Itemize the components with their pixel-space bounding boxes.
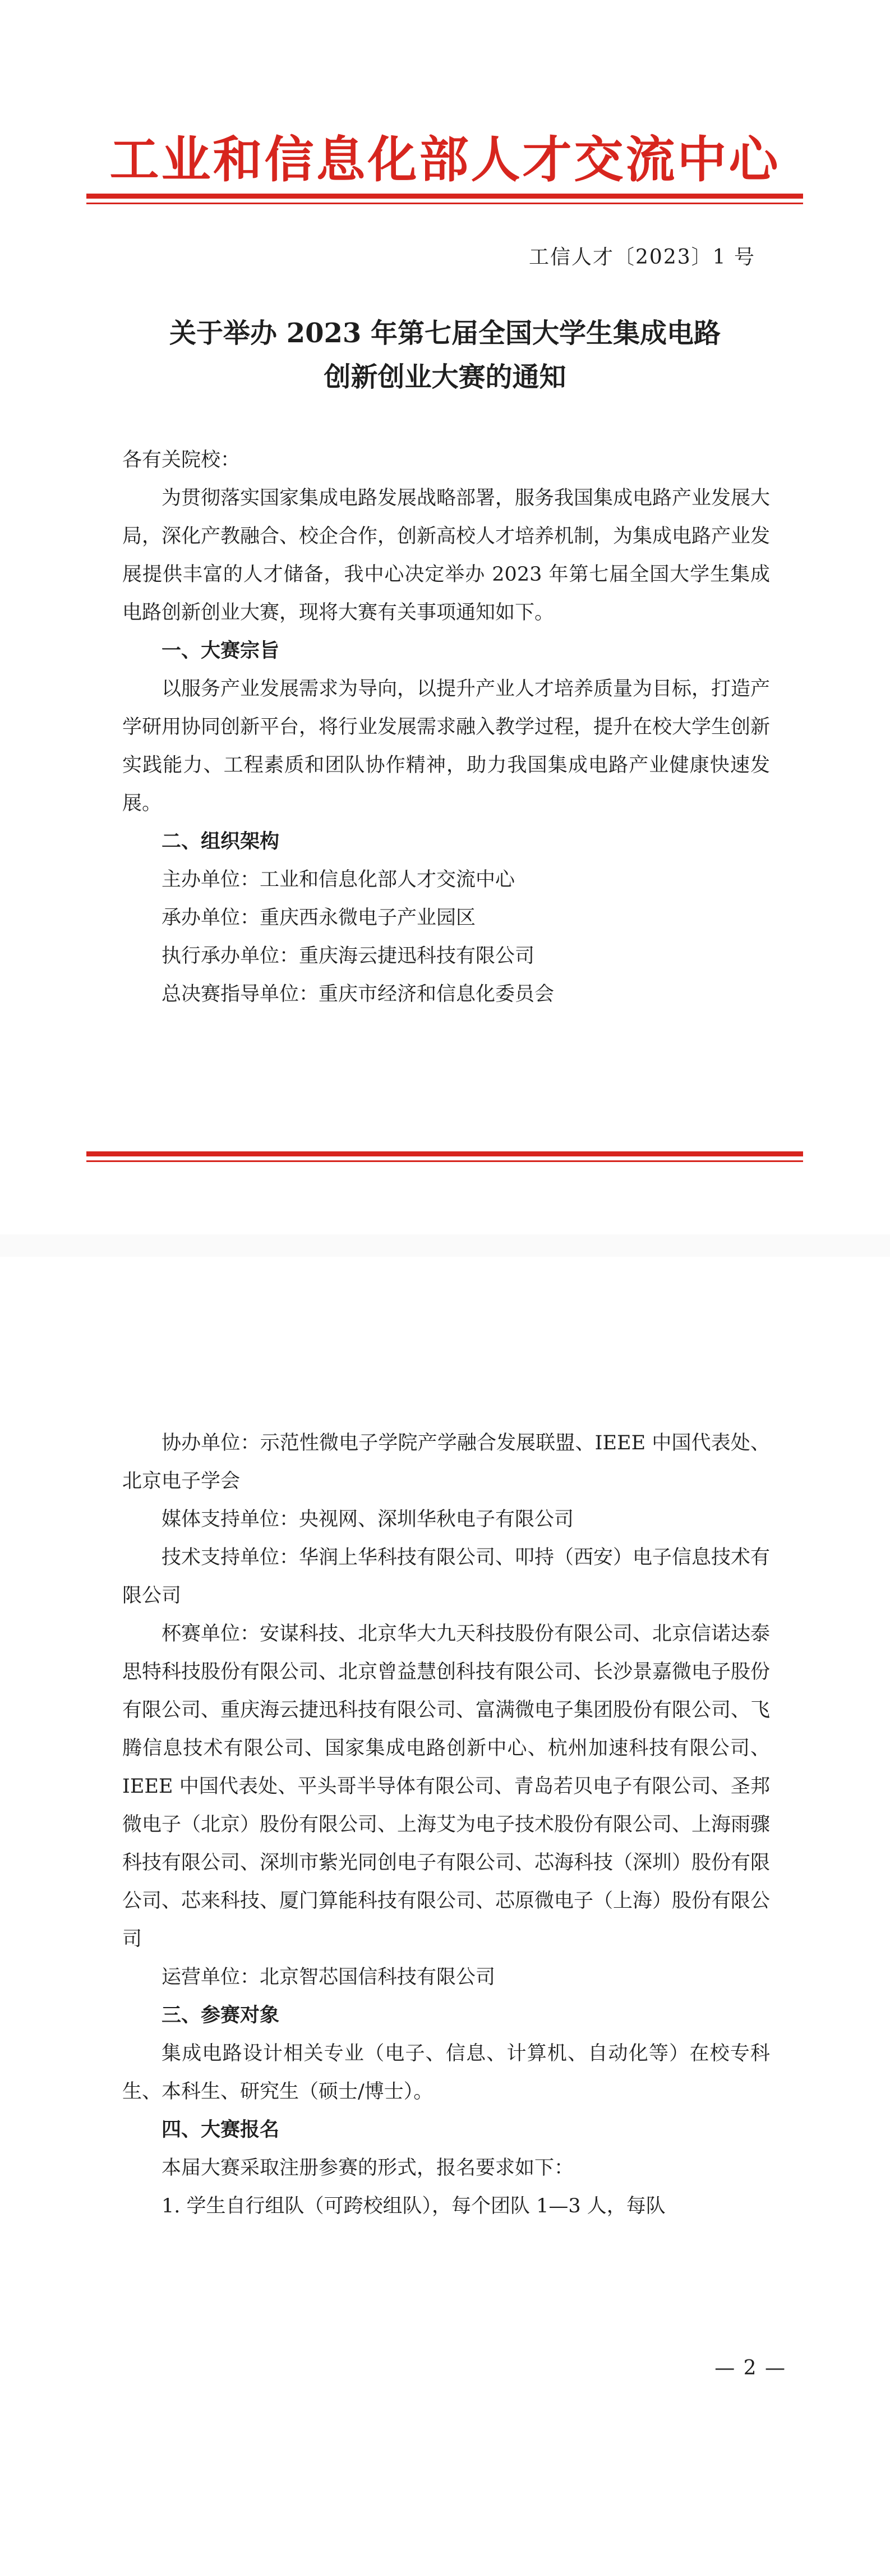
- document-page-1: [0, 0, 890, 1234]
- letterhead-rule-thick: [86, 194, 803, 199]
- section-1-text: 以服务产业发展需求为导向，以提升产业人才培养质量为目标，打造产学研用协同创新平台，将行业发展需求融入教学过程，提升在校大学生创新实践能力、工程素质和团队协作精神，助力我国集成电路产业健康快速发展。: [122, 678, 771, 815]
- media-support: 媒体支持单位：央视网、深圳华秋电子有限公司: [162, 1508, 574, 1531]
- tech-support: 技术支持单位：华润上华科技有限公司、叩持（西安）电子信息技术有限公司: [122, 1546, 771, 1607]
- document-number: 工信人才〔2023〕1 号: [529, 246, 755, 269]
- section-2-heading: 二、组织架构: [162, 830, 280, 853]
- page2-body: [122, 1424, 770, 2225]
- intro-paragraph: 为贯彻落实国家集成电路发展战略部署，服务我国集成电路产业发展大局，深化产教融合、校企合作，创新高校人才培养机制，为集成电路产业发展提供丰富的人才储备，我中心决定举办 2023 年第七届全国大学生集成电路创新创业大赛，现将大赛有关事项通知如下。: [122, 487, 771, 624]
- co-organizers: 协办单位：示范性微电子学院产学融合发展联盟、IEEE 中国代表处、北京电子学会: [122, 1432, 770, 1493]
- letterhead-rule-thin: [86, 203, 803, 204]
- document-page-2: [0, 1257, 890, 2576]
- operator-unit: 运营单位：北京智芯国信科技有限公司: [162, 1966, 496, 1989]
- executive-organizer-unit: 执行承办单位：重庆海云捷迅科技有限公司: [162, 945, 535, 967]
- section-4-intro: 本届大赛采取注册参赛的形式，报名要求如下：: [162, 2157, 574, 2179]
- page1-body: [122, 441, 770, 1013]
- salutation: 各有关院校：: [122, 449, 241, 471]
- section-3-text: 集成电路设计相关专业（电子、信息、计算机、自动化等）在校专科生、本科生、研究生（硕士/博士）。: [122, 2042, 770, 2103]
- cup-sponsors: 杯赛单位：安谋科技、北京华大九天科技股份有限公司、北京信诺达泰思特科技股份有限公司、北京曾益慧创科技有限公司、长沙景嘉微电子股份有限公司、重庆海云捷迅科技有限公司、富满微电子集团股份有限公司、飞腾信息技术有限公司、国家集成电路创新中心、杭州加速科技有限公司、IEEE 中国代表处、平头哥半导体有限公司、青岛若贝电子有限公司、圣邦微电子（北京）股份有限公司、上海艾为电子技术股份有限公司、上海雨骤科技有限公司、深圳市紫光同创电子有限公司、芯海科技（深圳）股份有限公司、芯来科技、厦门算能科技有限公司、芯原微电子（上海）股份有限公司: [122, 1623, 771, 1950]
- footer-rule-thick: [86, 1151, 803, 1156]
- host-unit: 主办单位：工业和信息化部人才交流中心: [162, 869, 515, 891]
- notice-title-line-2: 创新创业大赛的通知: [324, 361, 566, 393]
- organizer-unit: 承办单位：重庆西永微电子产业园区: [162, 907, 476, 929]
- page-number: — 2 —: [714, 2357, 786, 2380]
- section-4-item-1: 1. 学生自行组队（可跨校组队），每个团队 1—3 人，每队: [162, 2195, 666, 2217]
- section-3-heading: 三、参赛对象: [162, 2004, 280, 2027]
- notice-title-line-1: 关于举办 2023 年第七届全国大学生集成电路: [169, 318, 721, 349]
- section-4-heading: 四、大赛报名: [162, 2119, 280, 2141]
- section-1-heading: 一、大赛宗旨: [162, 640, 280, 662]
- final-guide-unit: 总决赛指导单位：重庆市经济和信息化委员会: [162, 983, 555, 1005]
- page-separator: [0, 1234, 890, 1257]
- letterhead-title: 工业和信息化部人才交流中心: [109, 130, 781, 189]
- footer-rule-thin: [86, 1160, 803, 1162]
- notice-title: [0, 311, 890, 399]
